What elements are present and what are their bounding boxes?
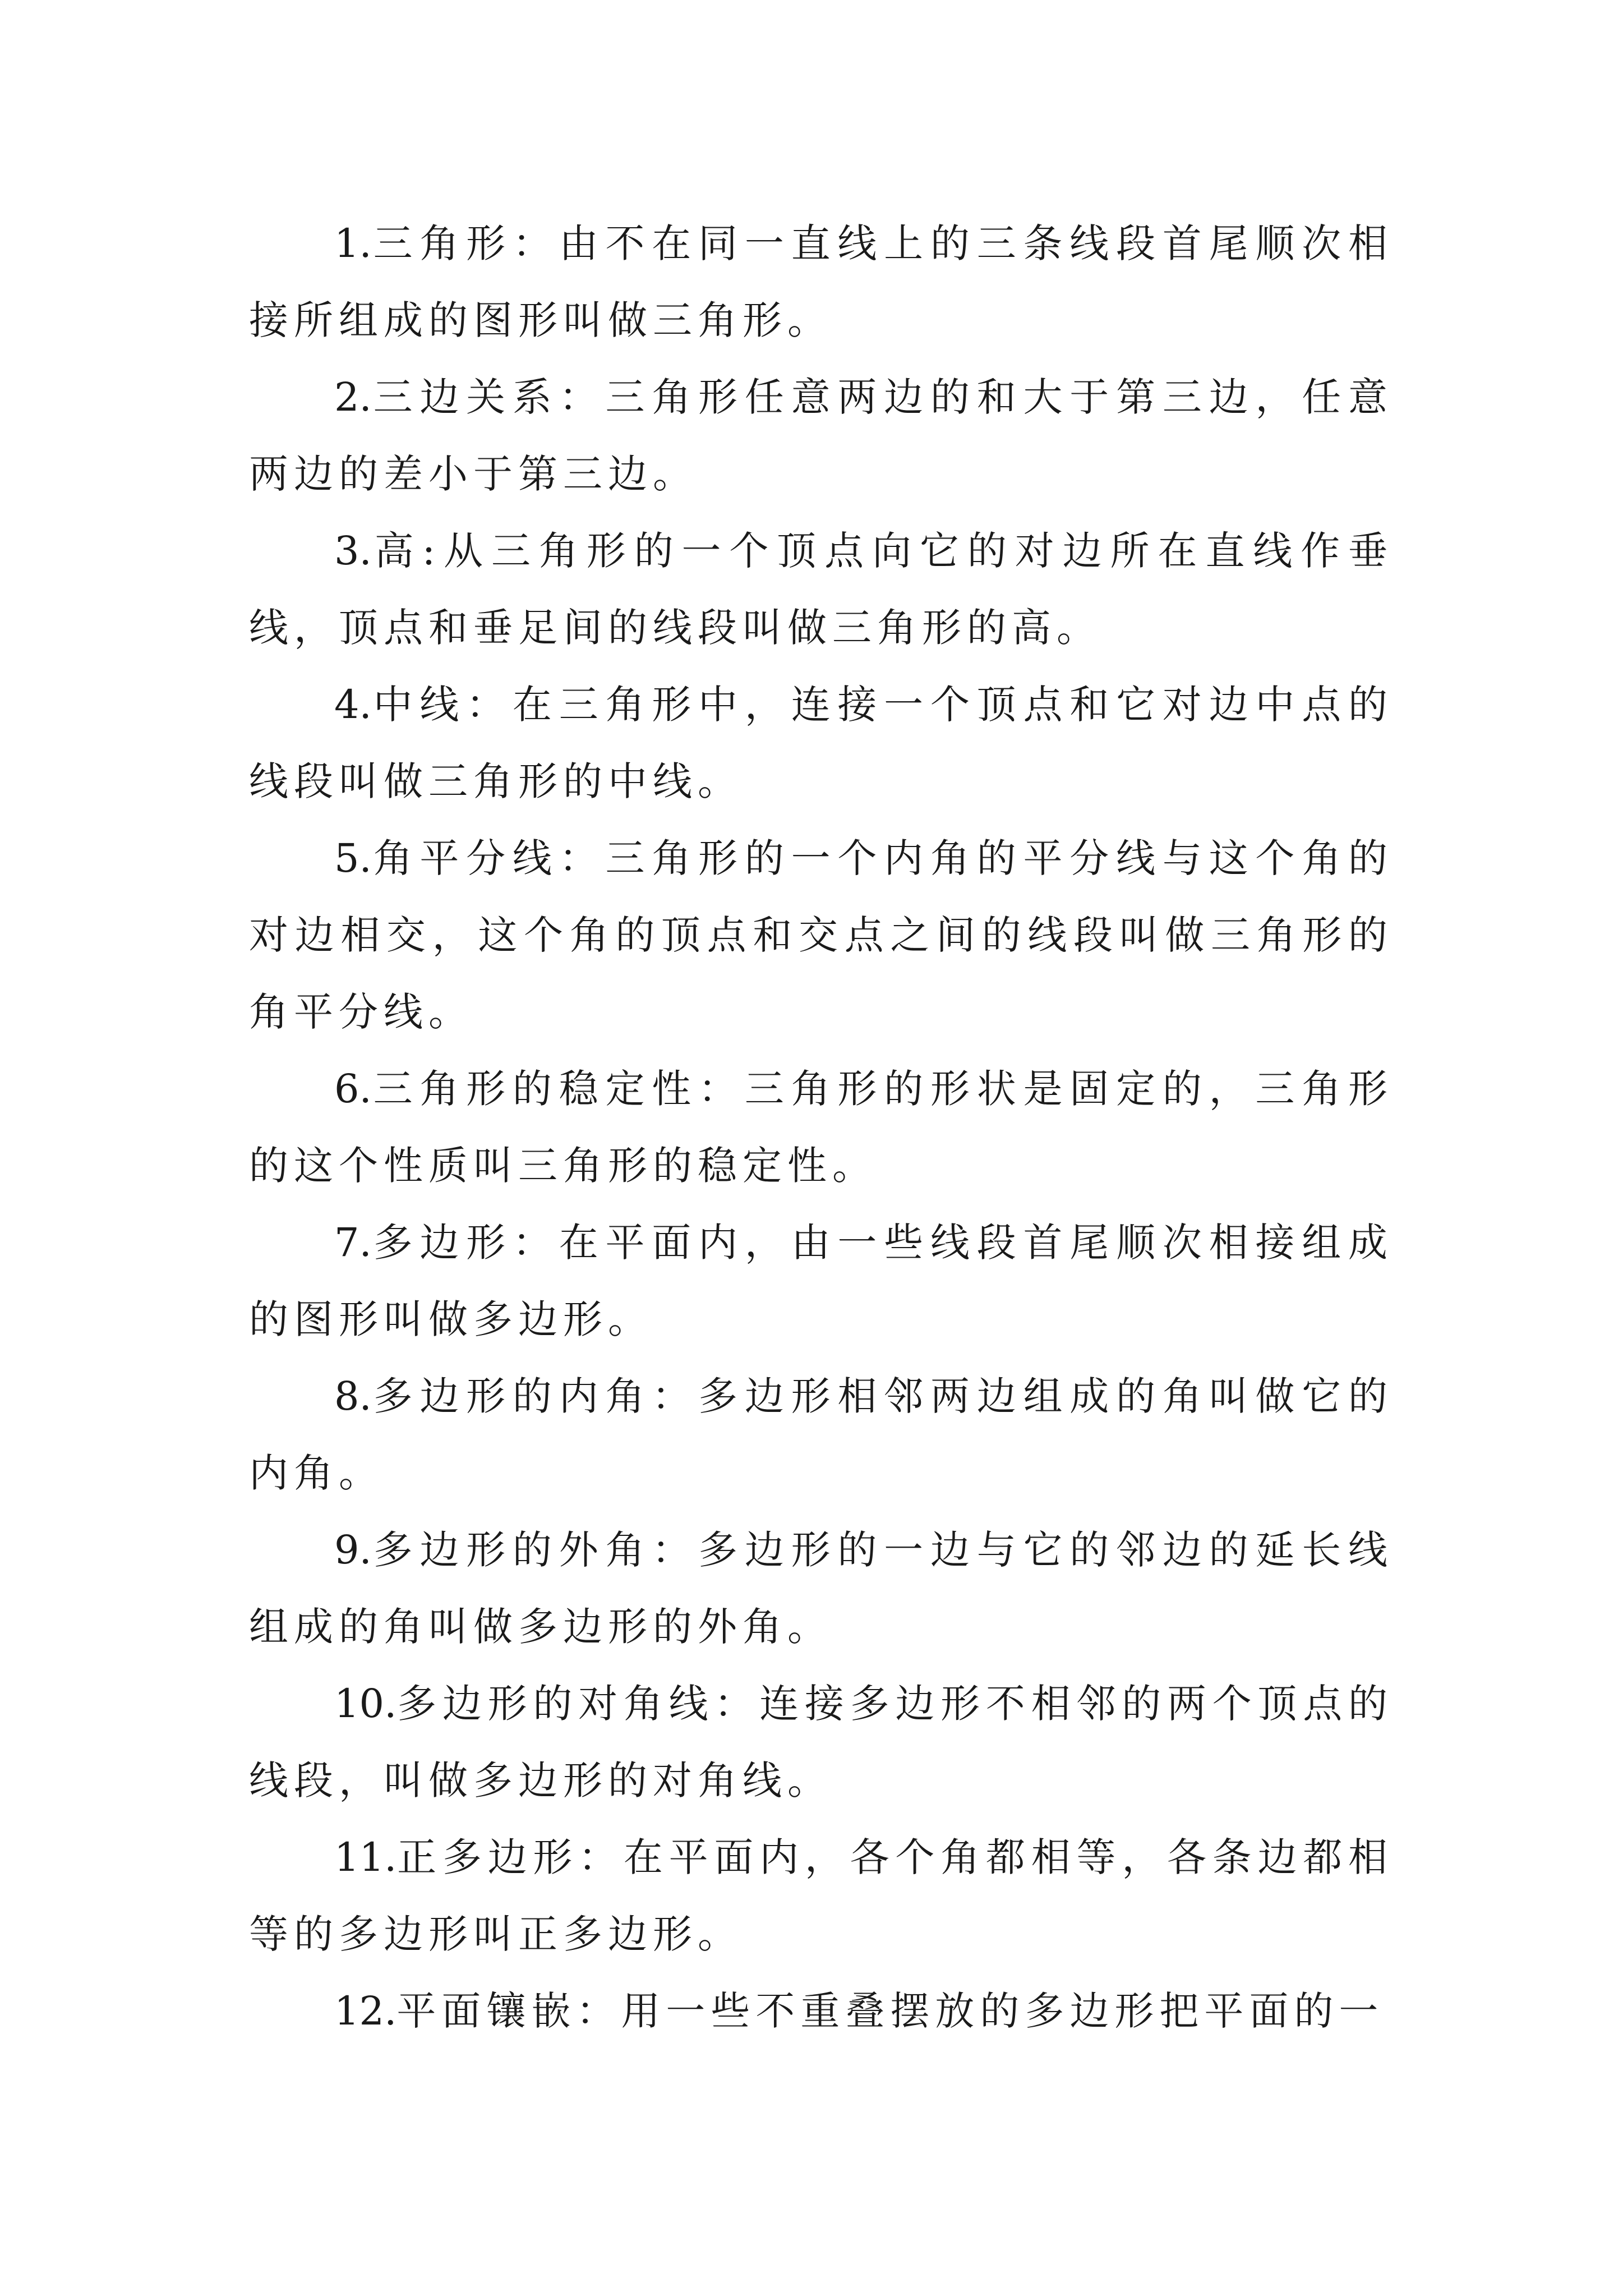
definition-item-12 [249,1973,1393,2050]
item-number: 6. [334,1066,372,1112]
definition-item-6 [249,1051,1393,1204]
document-body [249,205,1393,2050]
item-text: 多边形的对角线：连接多边形不相邻的两个顶点的线段，叫做多边形的对角线。 [249,1681,1393,1803]
item-text: 高:从三角形的一个顶点向它的对边所在直线作垂线，顶点和垂足间的线段叫做三角形的高。 [249,528,1393,651]
item-number: 3. [334,528,372,574]
item-number: 12. [334,1988,397,2034]
definition-item-1 [249,205,1393,359]
item-text: 多边形：在平面内，由一些线段首尾顺次相接组成的图形叫做多边形。 [249,1220,1393,1342]
item-number: 9. [334,1527,372,1573]
item-text: 平面镶嵌：用一些不重叠摆放的多边形把平面的一 [396,1988,1384,2034]
definition-item-11 [249,1819,1393,1973]
definition-item-5 [249,820,1393,1051]
item-number: 10. [334,1681,397,1727]
definition-item-9 [249,1512,1393,1665]
item-text: 角平分线：三角形的一个内角的平分线与这个角的对边相交，这个角的顶点和交点之间的线段叫做三角形的角平分线。 [249,835,1393,1035]
definition-item-8 [249,1358,1393,1512]
item-text: 三角形的稳定性：三角形的形状是固定的，三角形的这个性质叫三角形的稳定性。 [249,1066,1393,1189]
item-number: 8. [334,1373,372,1419]
definition-item-3 [249,513,1393,666]
item-text: 三边关系：三角形任意两边的和大于第三边，任意两边的差小于第三边。 [249,374,1393,497]
item-text: 正多边形：在平面内，各个角都相等，各条边都相等的多边形叫正多边形。 [249,1834,1393,1957]
definition-item-2 [249,359,1393,513]
item-number: 5. [334,835,372,881]
item-text: 中线：在三角形中，连接一个顶点和它对边中点的线段叫做三角形的中线。 [249,682,1393,804]
item-number: 1. [334,220,372,266]
definition-item-7 [249,1204,1393,1358]
item-text: 三角形：由不在同一直线上的三条线段首尾顺次相接所组成的图形叫做三角形。 [249,220,1393,343]
definition-item-10 [249,1665,1393,1819]
item-number: 11. [334,1834,397,1880]
item-number: 2. [334,374,372,420]
item-number: 7. [334,1220,372,1266]
definition-item-4 [249,666,1393,820]
item-text: 多边形的外角：多边形的一边与它的邻边的延长线组成的角叫做多边形的外角。 [249,1527,1393,1650]
item-number: 4. [334,682,372,728]
item-text: 多边形的内角：多边形相邻两边组成的角叫做它的内角。 [249,1373,1393,1496]
